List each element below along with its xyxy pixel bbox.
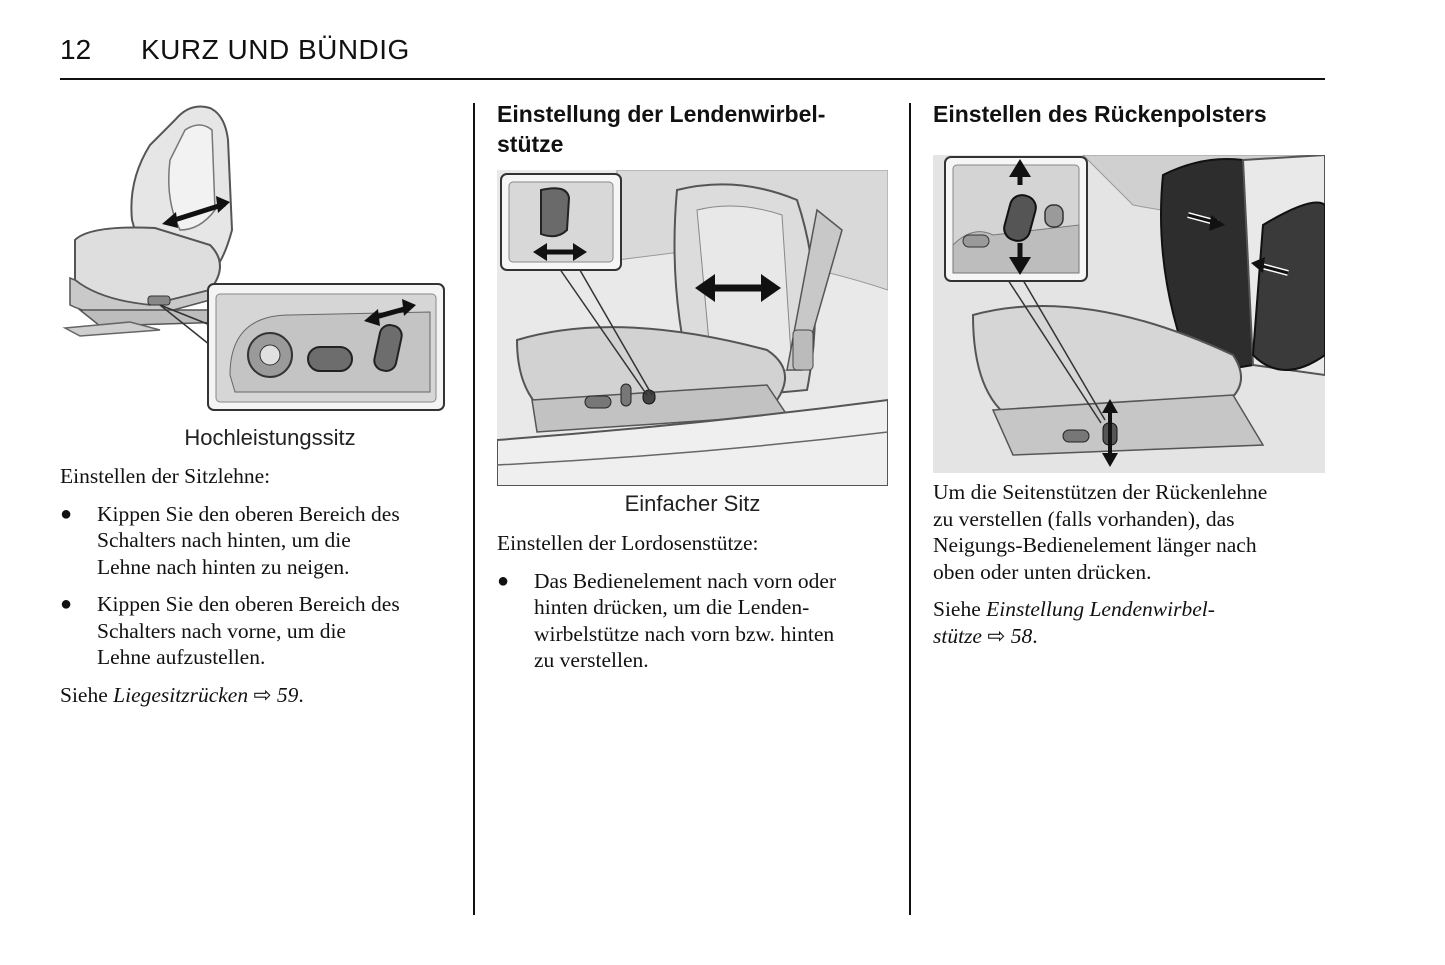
figure-caption: Hochleistungssitz: [184, 425, 356, 450]
list-item-line: wirbelstütze nach vorn bzw. hinten: [534, 621, 835, 646]
bullet: ●: [60, 593, 73, 615]
list-item: [60, 501, 455, 581]
list-item-line: hinten drücken, um die Lenden-: [534, 595, 810, 619]
performance-seat-illustration: [60, 100, 450, 415]
list-item-line: Das Bedienelement nach vorn oder: [534, 568, 837, 593]
reference-link[interactable]: stütze: [933, 623, 982, 648]
see-suffix: .: [1032, 623, 1038, 648]
column-divider-2: [909, 103, 911, 915]
column-1-text: [60, 463, 455, 708]
body-line: Um die Seitenstützen der Rückenlehne: [933, 480, 1268, 504]
bullet: ●: [60, 502, 73, 525]
intro-text: Einstellen der Sitzlehne:: [60, 464, 271, 488]
reference-page[interactable]: 58: [1010, 623, 1033, 648]
bolster-adjust-illustration: [933, 155, 1325, 473]
section-heading: [497, 99, 887, 159]
list-item-line: Lehne aufzustellen.: [97, 645, 266, 669]
list-item-line: Kippen Sie den oberen Bereich des: [97, 592, 400, 616]
heading-line: stütze: [497, 131, 564, 157]
column-3-text: [933, 479, 1333, 649]
list-item-line: zu verstellen.: [534, 648, 649, 672]
list-item-line: Schalters nach hinten, um die: [97, 528, 351, 552]
page-number: 12: [60, 34, 92, 65]
see-prefix: Siehe: [60, 682, 114, 707]
column-divider-1: [473, 103, 475, 915]
reference-link[interactable]: Liegesitzrücken: [113, 682, 249, 707]
see-reference: [933, 596, 1333, 623]
see-prefix: Siehe: [933, 597, 987, 621]
list-item-line: Kippen Sie den oberen Bereich des: [97, 501, 400, 526]
see-reference-cont: [933, 623, 1333, 650]
page-arrow-icon: ⇨: [987, 623, 1006, 648]
list-item-line: Schalters nach vorne, um die: [97, 618, 346, 643]
body-line: zu verstellen (falls vorhanden), das: [933, 506, 1235, 531]
list-item: [497, 568, 897, 674]
basic-seat-illustration: [497, 170, 888, 486]
intro-text: Einstellen der Lordosenstütze:: [497, 531, 759, 555]
figure-caption: Einfacher Sitz: [624, 491, 761, 516]
list-item: [60, 591, 455, 671]
body-line: Neigungs-Bedienelement länger nach: [933, 533, 1257, 557]
reference-page[interactable]: 59: [276, 682, 299, 707]
section-heading: Einstellen des Rückenpolsters: [933, 101, 1267, 127]
bullet: ●: [497, 569, 510, 592]
heading-line: Einstellung der Lendenwirbel-: [497, 101, 826, 127]
page-arrow-icon: ⇨: [253, 682, 272, 707]
see-suffix: .: [298, 682, 304, 707]
body-line: oben oder unten drücken.: [933, 559, 1152, 584]
column-2-text: [497, 530, 897, 674]
list-item-line: Lehne nach hinten zu neigen.: [97, 554, 350, 579]
header-rule: [60, 78, 1325, 80]
section-title: KURZ UND BÜNDIG: [141, 34, 410, 65]
see-reference: [60, 682, 455, 709]
reference-link[interactable]: Einstellung Lendenwirbel-: [986, 597, 1215, 621]
